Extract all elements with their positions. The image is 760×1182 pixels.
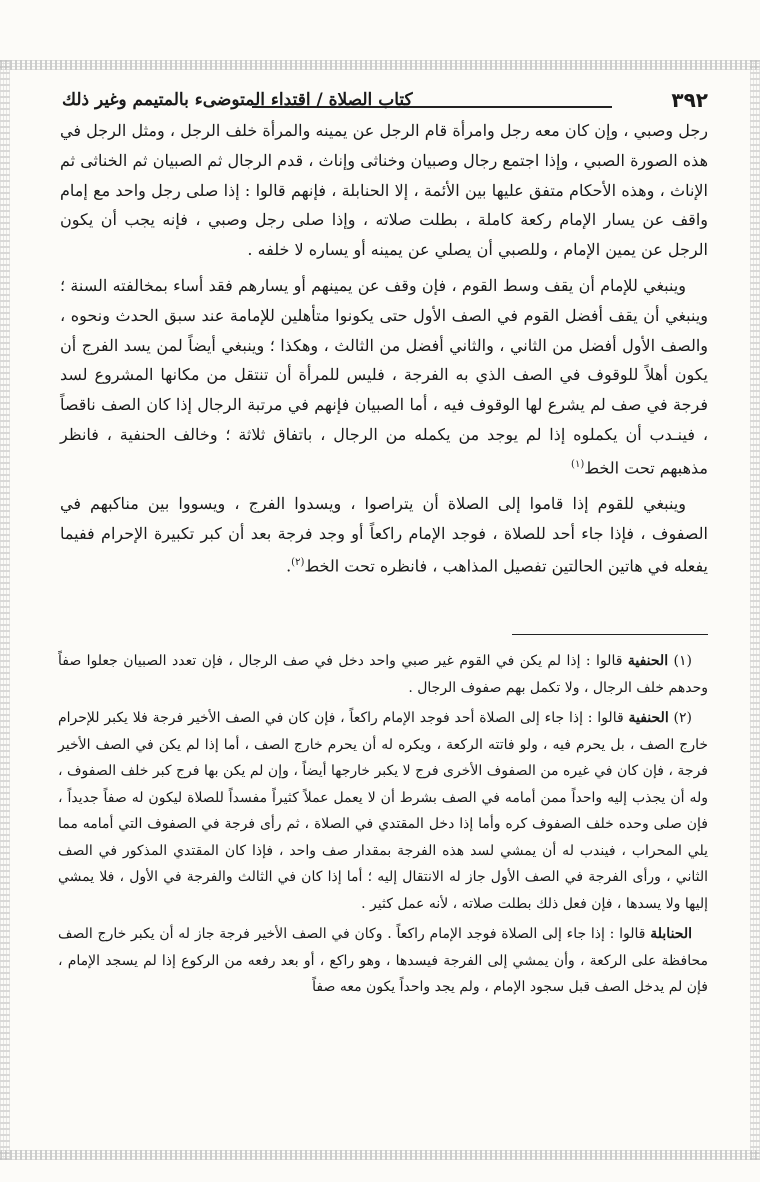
running-title: كتاب الصلاة / اقتداء المتوضىء بالمتيمم وغير ذلك bbox=[62, 90, 413, 110]
decorative-right-border bbox=[750, 60, 760, 1160]
paragraph bbox=[60, 489, 708, 582]
school-name: الحنفية bbox=[628, 710, 669, 726]
page-number: ٣٩٢ bbox=[671, 88, 708, 112]
school-name: الحنفية bbox=[627, 653, 669, 669]
main-text bbox=[60, 116, 708, 588]
footnote-text: قالوا : إذا جاء إلى الصلاة أحد فوجد الإمام راكعاً ، فإن كان في الصف الأخير فرجة فلا يكبر للإحرام خارج الصف ، بل يحرم فيه ، ولو فاتته الركعة ، ويكره له أن يحرم خارج الصف ، أما إذا لم يكن في الصف الأخير فرجة ، فإن كان في غيره من الصفوف الأخرى فرج لا يكبر خارجها أيضاً ، وإن لم يكن بها فرج كبر خلف الصفوف ، وله أن يجذب إليه واحداً ممن أمامه في الصف بشرط أن لا يعمل عملاً كثيراً مفسداً للصلاة ليكون له صفاً جديداً ، فإن صلى وحده خلف الصفوف كره وأما إذا دخل المقتدي في الصلاة ، ثم رأى فرجة في الصفوف التي أمامه مما يلي المحراب ، فيندب له أن يمشي لسد هذه الفرجة بمقدار صف واحد ، فإذا كان المقتدي المذكور في الصف الثاني ، ورأى الفرجة في الصف الأول جاز له الانتقال إليه ؛ أما إذا كان في الثالث والفرجة في الأول ، فلا يمشي إليها ولا يسدها ، فإن فعل ذلك بطلت صلاته ، لأنه عمل كثير . bbox=[58, 710, 708, 912]
paragraph-text: وينبغي للإمام أن يقف وسط القوم ، فإن وقف عن يمينهم أو يسارهم فقد أساء بمخالفته السنة ؛ وينبغي أن يقف أفضل القوم في الصف الأول حتى يكونوا متأهلين للإمامة عند سبق الحدث ونحوه ، والصف الأول أفضل من الثاني ، والثاني أفضل من الثالث ، وهكذا ؛ وينبغي أيضاً لمن يسد الفرج أن يكون أهلاً للوقوف في الصف الذي به الفرجة ، فليس للمرأة أن تنتقل من مكانها المشروع لسد فرجة في صف لم يشرع لها الوقوف فيه ، أما الصبيان فإنهم في مرتبة الرجال إذا كان الصف ناقصاً ، فينـدب أن يكملوه إذا لم يوجد من يكمله من الرجال ، باتفاق ثلاثة ؛ وخالف الحنفية ، فانظر مذهبهم تحت الخط bbox=[60, 275, 708, 478]
footnote bbox=[58, 648, 708, 701]
decorative-bottom-border bbox=[0, 1150, 760, 1160]
footnote-text: قالوا : إذا جاء إلى الصلاة فوجد الإمام راكعاً . وكان في الصف الأخير فرجة جاز له أن يكبر خارج الصف محافظة على الركعة ، وأن يمشي إلى الفرجة فيسدها ، وهو راكع ، أو بعد رفعه من الركوع إذا لم يسجد الإمام ، فإن لم يدخل الصف قبل سجود الإمام ، ولم يجد واحداً يكون معه صفاً bbox=[58, 926, 708, 995]
decorative-left-border bbox=[0, 60, 10, 1160]
school-name: الحنابلة bbox=[650, 926, 692, 942]
paragraph-text: رجل وصبي ، وإن كان معه رجل وامرأة قام الرجل عن يمينه والمرأة خلف الرجل ، ومثل الرجل في هذه الصورة الصبي ، وإذا اجتمع رجال وصبيان وخناثى وإناث ، قدم الرجال ثم الصبيان ثم الخناثى ثم الإناث ، وهذه الأحكام متفق عليها بين الأئمة ، إلا الحنابلة ، فإنهم قالوا : إذا صلى رجل واحد مع إمام واقف عن يسار الإمام ركعة كاملة ، بطلت صلاته ، وإذا صلى رجل وصبي ، فإنه يجب أن يكون الرجل عن يمين الإمام ، وللصبي أن يصلي عن يمينه أو يساره لا خلفه . bbox=[60, 121, 708, 260]
paragraph bbox=[60, 116, 708, 265]
paragraph-text: وينبغي للقوم إذا قاموا إلى الصلاة أن يتراصوا ، ويسدوا الفرج ، ويسووا بين مناكبهم في الصفوف ، فإذا جاء أحد للصلاة ، فوجد الإمام راكعاً أو وجد فرجة بعد أن كبر تكبيرة الإحرام ففيما يفعله في هاتين الحالتين تفصيل المذاهب ، فانظره تحت الخط bbox=[60, 493, 708, 576]
footnote-reference[interactable]: (١) bbox=[571, 458, 585, 470]
decorative-top-border bbox=[0, 60, 760, 70]
footnote-number: (١) bbox=[673, 653, 693, 669]
footnote-text: قالوا : إذا لم يكن في القوم غير صبي واحد دخل في صف الرجال ، فإن تعدد الصبيان جعلوا صفاً وحدهم خلف الرجال ، ولا تكمل بهم صفوف الرجال . bbox=[58, 653, 708, 696]
paragraph bbox=[60, 271, 708, 483]
footnotes bbox=[58, 648, 708, 1005]
footnote-separator bbox=[512, 634, 708, 635]
footnote bbox=[58, 705, 708, 917]
footnote-number: (٢) bbox=[673, 710, 693, 726]
footnote bbox=[58, 921, 708, 1001]
footnote-reference[interactable]: (٢) bbox=[291, 557, 305, 569]
paragraph-end: . bbox=[286, 556, 292, 576]
